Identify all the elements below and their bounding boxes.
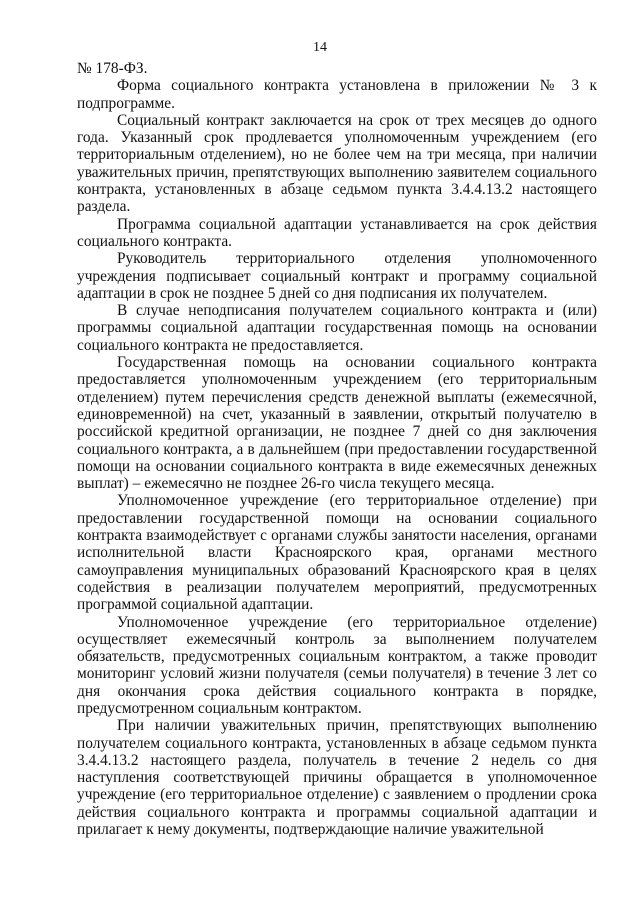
paragraph-contract-signing: Руководитель территориального отделения уполномоченного учреждения подписывает социальный контракт и программу социальной адаптации в срок не позднее 5 дней со дня подписания их получателем. (77, 250, 597, 302)
page-number: 14 (313, 40, 327, 55)
paragraph-non-signing: В случае неподписания получателем социального контракта и (или) программы социальной адаптации государственная помощь на основании социального контракта не предоставляется. (77, 302, 597, 354)
paragraph-extension-request: При наличии уважительных причин, препятствующих выполнению получателем социального контракта, установленных в абзаце седьмом пункта 3.4.4.13.2 настоящего раздела, получатель в течение 2 недель со дня наступления соответствующей причины обращается в уполномоченное учреждение (его территориальное отделение) с заявлением о продлении срока действия социального контракта и программы социальной адаптации и прилагает к нему документы, подтверждающие наличие уважительной (77, 717, 597, 839)
paragraph-adaptation-program-term: Программа социальной адаптации устанавливается на срок действия социального контракта. (77, 215, 597, 250)
paragraph-contract-term: Социальный контракт заключается на срок от трех месяцев до одного года. Указанный срок продлевается уполномоченным учреждением (его территориальным отделением), но не более чем на три месяца, при наличии уважительных причин, препятствующих выполнению заявителем социального контракта, установленных в абзаце седьмом пункта 3.4.4.13.2 настоящего раздела. (77, 111, 597, 216)
document-body (77, 60, 597, 838)
paragraph-monitoring: Уполномоченное учреждение (его территориальное отделение) осуществляет ежемесячный контроль за выполнением получателем обязательств, предусмотренных социальным контрактом, а также проводит мониторинг условий жизни получателя (семьи получателя) в течение 3 лет со дня окончания срока действия социального контракта в порядке, предусмотренном социальным контрактом. (77, 613, 597, 717)
paragraph-interaction: Уполномоченное учреждение (его территориальное отделение) при предоставлении государственной помощи на основании социального контракта взаимодействует с органами службы занятости населения, органами исполнительной власти Красноярского края, органами местного самоуправления муниципальных образований Красноярского края в целях содействия в реализации получателем мероприятий, предусмотренных программой социальной адаптации. (77, 492, 597, 614)
paragraph-law-reference: № 178-ФЗ. (77, 60, 148, 77)
paragraph-contract-form: Форма социального контракта установлена в приложении № 3 к подпрограмме. (77, 77, 597, 112)
paragraph-payment-provision: Государственная помощь на основании социального контракта предоставляется уполномоченным учреждением (его территориальным отделением) путем перечисления средств денежной выплаты (ежемесячной, единовременной) на счет, указанный в заявлении, открытый получателю в российской кредитной организации, не позднее 7 дней со дня заключения социального контракта, а в дальнейшем (при предоставлении государственной помощи на основании социального контракта в виде ежемесячных денежных выплат) – ежемесячно не позднее 26-го числа текущего месяца. (77, 354, 597, 493)
